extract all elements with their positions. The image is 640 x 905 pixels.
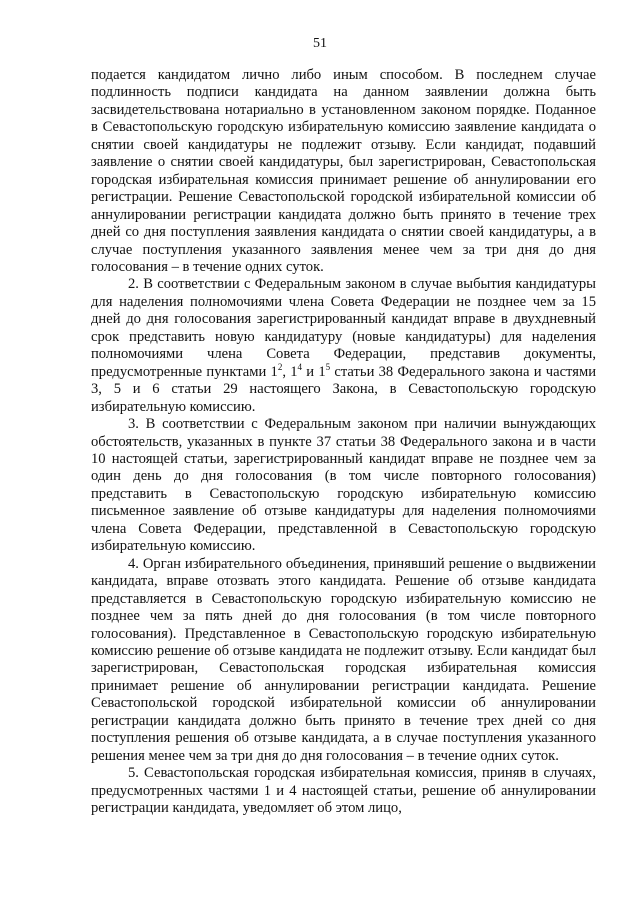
- paragraph-2: [91, 276, 596, 416]
- paragraph-2-text-a: 2. В соответствии с Федеральным законом в случае выбытия кандидатуры для наделения полномочиями члена Совета Федерации не позднее чем за 15 дней до дня голосования зарегистрированный кандидат вправе в двухдневный срок представить новую кандидатуру (новые кандидатуры) для наделения полномочиями члена Совета Федерации, представив документы, предусмотренные пунктами 1: [91, 276, 596, 380]
- paragraph-2-text-b: , 1: [282, 363, 298, 380]
- superscript-index: 2: [277, 361, 283, 372]
- paragraph-2-text-d: статьи 38 Федерального закона и частями 3, 5 и 6 статьи 29 настоящего Закона, в Севастопольскую городскую избирательную комиссию.: [91, 363, 597, 415]
- paragraph-continuation: подается кандидатом лично либо иным способом. В последнем случае подлинность подписи кандидата на данном заявлении должна быть засвидетельствована нотариально в установленном законом порядке. Поданное в Севастопольскую городскую избирательную комиссию заявление кандидата о снятии своей кандидатуры не подлежит отзыву. Если кандидат, подавший заявление о снятии своей кандидатуры, был зарегистрирован, Севастопольская городская избирательная комиссия принимает решение об аннулировании его регистрации. Решение Севастопольской городской избирательной комиссии об аннулировании регистрации кандидата должно быть принято в течение трех дней со дня поступления заявления кандидата о снятии своей кандидатуры, а в случае поступления указанного заявления менее чем за три дня до дня голосования – в течение одних суток.: [91, 67, 596, 275]
- superscript-index: 4: [297, 361, 303, 372]
- paragraph-4: 4. Орган избирательного объединения, принявший решение о выдвижении кандидата, вправе отозвать этого кандидата. Решение об отзыве кандидата представляется в Севастопольскую городскую избирательную комиссию не позднее чем за пять дней до дня голосования (в том числе повторного голосования). Представленное в Севастопольскую городскую избирательную комиссию решение об отзыве кандидата не подлежит отзыву. Если кандидат был зарегистрирован, Севастопольская городская избирательная комиссия принимает решение об аннулировании регистрации кандидата. Решение Севастопольской городской избирательной комиссии об аннулировании регистрации кандидата должно быть принято в течение трех дней со дня поступления решения об отзыве кандидата, а в случае поступления указанного решения менее чем за три дня до дня голосования – в течение одних суток.: [91, 555, 596, 764]
- paragraph-2-text-c: и 1: [302, 363, 326, 380]
- superscript-index: 5: [325, 361, 331, 372]
- paragraph-5: 5. Севастопольская городская избирательная комиссия, приняв в случаях, предусмотренных частями 1 и 4 настоящей статьи, решение об аннулировании регистрации кандидата, уведомляет об этом лицо,: [91, 765, 596, 817]
- paragraph-3: 3. В соответствии с Федеральным законом при наличии вынуждающих обстоятельств, указанных в пункте 37 статьи 38 Федерального закона и в части 10 настоящей статьи, зарегистрированный кандидат вправе не позднее чем за один день до дня голосования (в том числе повторного голосования) представить в Севастопольскую городскую избирательную комиссию письменное заявление об отзыве кандидатуры для наделения полномочиями члена Совета Федерации, представленной в Севастопольскую городскую избирательную комиссию.: [91, 416, 596, 555]
- document-body: [91, 67, 596, 817]
- page-number: 51: [313, 36, 327, 51]
